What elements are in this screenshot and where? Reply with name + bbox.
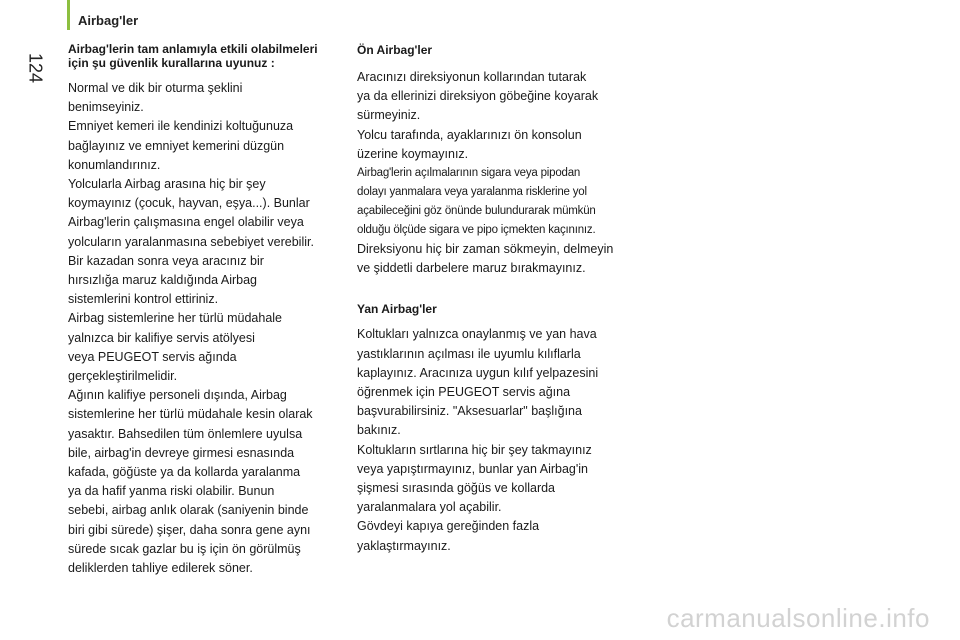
- safety-rules-heading: [68, 42, 343, 70]
- text-line: hırsızlığa maruz kaldığında Airbag: [68, 273, 257, 288]
- front-airbags-steering-note: [357, 240, 632, 278]
- text-line: kafada, göğüste ya da kollarda yaralanma: [68, 465, 301, 480]
- text-line: bakınız.: [357, 423, 401, 438]
- text-line: Direksiyonu hiç bir zaman sökmeyin, delmeyin: [357, 242, 614, 257]
- text-line: yasaktır. Bahsedilen tüm önlemlere uyulsa: [68, 426, 303, 441]
- text-line: başvurabilirsiniz. "Aksesuarlar" başlığına: [357, 404, 582, 419]
- text-line: Airbag'lerin açılmalarının sigara veya pipodan: [357, 167, 581, 180]
- page-number: [24, 46, 46, 90]
- text-line: sistemlerine her türlü müdahale kesin olarak: [68, 407, 313, 422]
- text-line: Koltukların sırtlarına hiç bir şey takmayınız: [357, 442, 592, 457]
- text-line: gerçekleştirilmelidir.: [68, 369, 178, 384]
- text-line: şişmesi sırasında göğüs ve kollarda: [357, 481, 556, 496]
- text-line: veya PEUGEOT servis ağında: [68, 349, 237, 364]
- front-airbags-smoking-note: [357, 164, 632, 240]
- text-line: biri gibi sürede) şişer, daha sonra gene aynı: [68, 522, 311, 537]
- left-column: [68, 40, 343, 578]
- text-line: Bir kazadan sonra veya aracınız bir: [68, 253, 264, 268]
- text-line: yalnızca bir kalifiye servis atölyesi: [68, 330, 255, 345]
- right-column: [357, 40, 632, 556]
- text-line: yolcuların yaralanmasına sebebiyet verebilir.: [68, 234, 314, 249]
- text-line: Airbag'lerin çalışmasına engel olabilir veya: [68, 215, 304, 230]
- text-line: Gövdeyi kapıya gereğinden fazla: [357, 519, 540, 534]
- heading-line: için şu güvenlik kurallarına uyunuz :: [68, 56, 275, 70]
- text-line: deliklerden tahliye edilerek söner.: [68, 561, 253, 576]
- text-line: Normal ve dik bir oturma şeklini: [68, 81, 243, 95]
- text-line: yastıklarının açılması ile uyumlu kılıflarla: [357, 346, 581, 361]
- heading-line: Airbag'lerin tam anlamıyla etkili olabilmeleri: [68, 42, 318, 56]
- text-line: öğrenmek için PEUGEOT servis ağına: [357, 385, 571, 400]
- text-line: konumlandırınız.: [68, 157, 161, 172]
- text-line: ya da ellerinizi direksiyon göbeğine koyarak: [357, 89, 599, 104]
- text-line: Yolcu tarafında, ayaklarınızı ön konsolun: [357, 127, 582, 142]
- text-line: bile, airbag'in devreye girmesi esnasında: [68, 445, 295, 460]
- text-line: Koltukları yalnızca onaylanmış ve yan hava: [357, 327, 597, 342]
- text-line: benimseyiniz.: [68, 100, 144, 115]
- text-line: olduğu ölçüde sigara ve pipo içmekten kaçınınız.: [357, 224, 596, 237]
- side-airbags-heading: Yan Airbag'ler: [357, 302, 437, 317]
- text-line: veya yapıştırmayınız, bunlar yan Airbag'in: [357, 461, 588, 476]
- page-number-text: 124: [25, 52, 46, 84]
- text-line: sistemlerini kontrol ettiriniz.: [68, 292, 219, 307]
- front-airbags-heading: Ön Airbag'ler: [357, 43, 433, 57]
- text-line: ve şiddetli darbelere maruz bırakmayınız.: [357, 261, 586, 276]
- text-line: yaralanmalara yol açabilir.: [357, 500, 502, 515]
- text-line: yaklaştırmayınız.: [357, 538, 451, 553]
- text-line: Emniyet kemeri ile kendinizi koltuğunuza: [68, 119, 294, 134]
- section-accent-bar: [67, 0, 70, 30]
- text-line: bağlayınız ve emniyet kemerini düzgün: [68, 138, 285, 153]
- text-line: Aracınızı direksiyonun kollarından tutarak: [357, 70, 587, 84]
- text-line: kaplayınız. Aracınıza uygun kılıf yelpazesini: [357, 365, 599, 380]
- text-line: Yolcularla Airbag arasına hiç bir şey: [68, 177, 266, 192]
- safety-rules-body: [68, 79, 343, 578]
- text-line: ya da hafif yanma riski olabilir. Bunun: [68, 484, 275, 499]
- text-line: koymayınız (çocuk, hayvan, eşya...). Bunlar: [68, 196, 310, 211]
- text-line: Ağının kalifiye personeli dışında, Airbag: [68, 388, 287, 403]
- watermark-text: carmanualsonline.info: [666, 603, 930, 633]
- text-line: dolayı yanmalara veya yaralanma risklerine yol: [357, 186, 587, 199]
- front-airbags-body: [357, 68, 632, 164]
- text-line: üzerine koymayınız.: [357, 146, 469, 161]
- section-title: Airbag'ler: [78, 13, 139, 28]
- text-line: açabileceğini göz önünde bulundurarak mümkün: [357, 205, 596, 218]
- side-airbags-body: [357, 325, 632, 555]
- text-line: sürede sıcak gazlar bu iş için ön görülmüş: [68, 541, 301, 556]
- text-line: sürmeyiniz.: [357, 108, 421, 123]
- text-line: sebebi, airbag anlık olarak (saniyenin binde: [68, 503, 309, 518]
- text-line: Airbag sistemlerine her türlü müdahale: [68, 311, 282, 326]
